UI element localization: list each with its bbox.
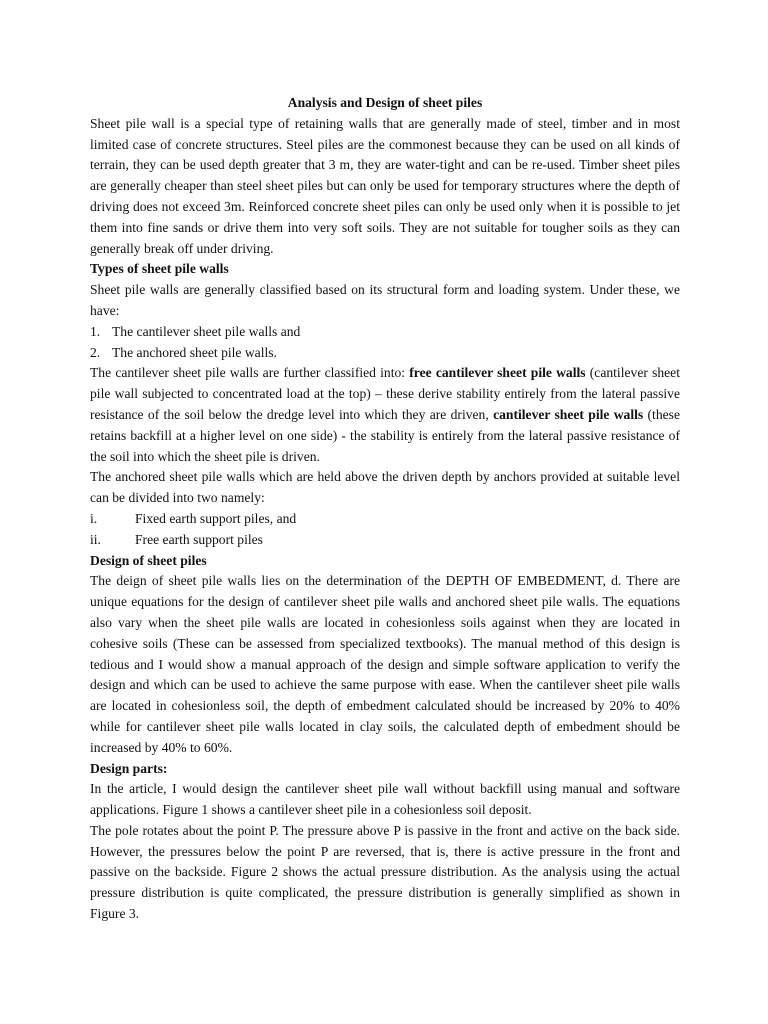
cantilever-mid-text: (cantilever sheet pile wall subjected to concentrated load at the top) – these derive stability entirely from the lateral passive resistance of the soil below the dredge level into which they are driven, xyxy=(90,365,680,422)
anchored-paragraph: The anchored sheet pile walls which are held above the driven depth by anchors provided at suitable level can be divided into two namely: xyxy=(90,469,680,506)
list-marker: i. xyxy=(90,510,98,526)
cantilever-lead-text: The cantilever sheet pile walls are further classified into: xyxy=(90,365,410,381)
list-item xyxy=(90,322,680,343)
cantilever-paragraph xyxy=(90,363,680,467)
design-parts-paragraph-1: In the article, I would design the cantilever sheet pile wall without backfill using manual and software applications. Figure 1 shows a cantilever sheet pile in a cohesionless soil deposit. xyxy=(90,781,680,818)
list-item-text: The cantilever sheet pile walls and xyxy=(112,323,301,339)
list-marker: 1. xyxy=(90,323,101,339)
types-intro-paragraph: Sheet pile walls are generally classified based on its structural form and loading system. Under these, we have: xyxy=(90,282,680,318)
design-paragraph: The deign of sheet pile walls lies on the determination of the DEPTH OF EMBEDMENT, d. There are unique equations for the design of cantilever sheet pile walls and anchored sheet pile walls. The equations also vary when the sheet pile walls are located in cohesionless soils against when they are located in cohesive soils (These can be assessed from specialized textbooks). The manual method of this design is tedious and I would show a manual approach of the design and simple software application to verify the design and which can be used to achieve the same purpose with ease. When the cantilever sheet pile walls are located in cohesionless soil, the depth of embedment calculated should be increased by 20% to 40% while for cantilever sheet pile walls located in clay soils, the calculated depth of embedment should be increased by 40% to 60%. xyxy=(90,573,680,755)
types-heading: Types of sheet pile walls xyxy=(90,261,229,277)
document-title: Analysis and Design of sheet piles xyxy=(287,95,483,110)
list-item-text: Free earth support piles xyxy=(135,531,263,547)
list-item xyxy=(90,530,680,551)
cantilever-tail-text: (these retains backfill at a higher level on one side) - the stability is entirely from the lateral passive resistance of the soil into which the sheet pile is driven. xyxy=(90,406,680,464)
anchored-list xyxy=(90,509,680,551)
design-parts-paragraph-2: The pole rotates about the point P. The pressure above P is passive in the front and active on the back side. However, the pressures below the point P are reversed, that is, there is active pressure in the front and passive on the backside. Figure 2 shows the actual pressure distribution. As the analysis using the actual pressure distribution is quite complicated, the pressure distribution is generally simplified as shown in Figure 3. xyxy=(90,822,680,922)
types-list xyxy=(90,322,680,364)
design-parts-heading: Design parts: xyxy=(90,760,168,776)
list-marker: ii. xyxy=(90,531,101,547)
design-heading: Design of sheet piles xyxy=(90,552,207,568)
list-marker: 2. xyxy=(90,344,101,360)
list-item-text: Fixed earth support piles, and xyxy=(135,510,297,526)
list-item xyxy=(90,343,680,364)
free-cantilever-term: free cantilever sheet pile walls xyxy=(409,365,586,381)
intro-paragraph: Sheet pile wall is a special type of retaining walls that are generally made of steel, timber and in most limited case of concrete structures. Steel piles are the commonest because they can be used on all kinds of terrain, they can be used depth greater that 3 m, they are water-tight and can be re-used. Timber sheet piles are generally cheaper than steel sheet piles but can only be used for temporary structures where the depth of driving does not exceed 3m. Reinforced concrete sheet piles can only be used only when it is possible to jet them into fine sands or drive them into very soft soils. They are not suitable for tougher soils as they can generally break off under driving. xyxy=(90,115,680,256)
cantilever-term: cantilever sheet pile walls xyxy=(493,406,644,422)
list-item xyxy=(90,509,680,530)
list-item-text: The anchored sheet pile walls. xyxy=(112,344,277,360)
